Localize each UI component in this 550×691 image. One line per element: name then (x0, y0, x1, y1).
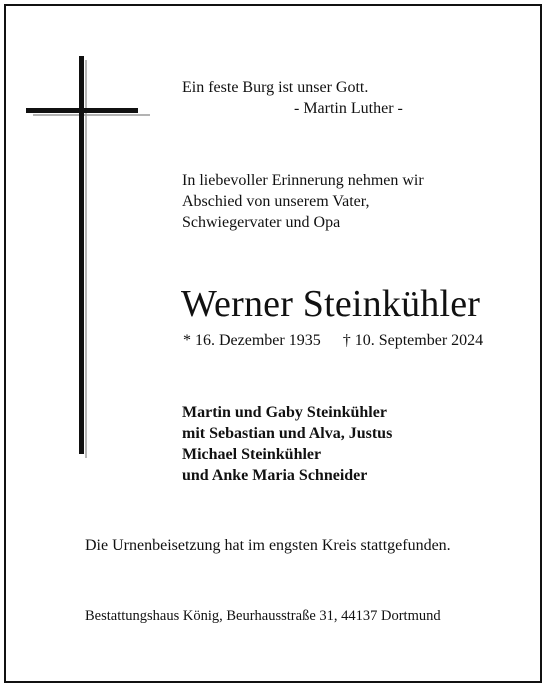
deceased-name: Werner Steinkühler (181, 283, 481, 325)
birth-date: * 16. Dezember 1935 (183, 332, 321, 349)
remembrance-line: In liebevoller Erinnerung nehmen wir (182, 172, 424, 189)
quote-author: - Martin Luther - (294, 100, 403, 117)
cross-icon (0, 0, 160, 470)
burial-note: Die Urnenbeisetzung hat im engsten Kreis stattgefunden. (85, 537, 451, 554)
family-line: mit Sebastian und Alva, Justus (182, 425, 393, 442)
cross-horizontal-beam (26, 108, 138, 113)
remembrance-line: Abschied von unserem Vater, (182, 193, 370, 210)
family-line: Martin und Gaby Steinkühler (182, 404, 387, 421)
undertaker-address: Bestattungshaus König, Beurhausstraße 31, 44137 Dortmund (85, 608, 441, 624)
family-line: Michael Steinkühler (182, 446, 322, 463)
family-line: und Anke Maria Schneider (182, 467, 368, 484)
remembrance-line: Schwiegervater und Opa (182, 214, 341, 231)
life-dates (183, 331, 483, 351)
death-date: † 10. September 2024 (342, 332, 484, 349)
bible-quote (182, 77, 403, 119)
family-signatures (182, 402, 392, 486)
remembrance-text (182, 170, 424, 233)
cross-vertical-beam (79, 56, 84, 454)
quote-text: Ein feste Burg ist unser Gott. (182, 79, 369, 96)
